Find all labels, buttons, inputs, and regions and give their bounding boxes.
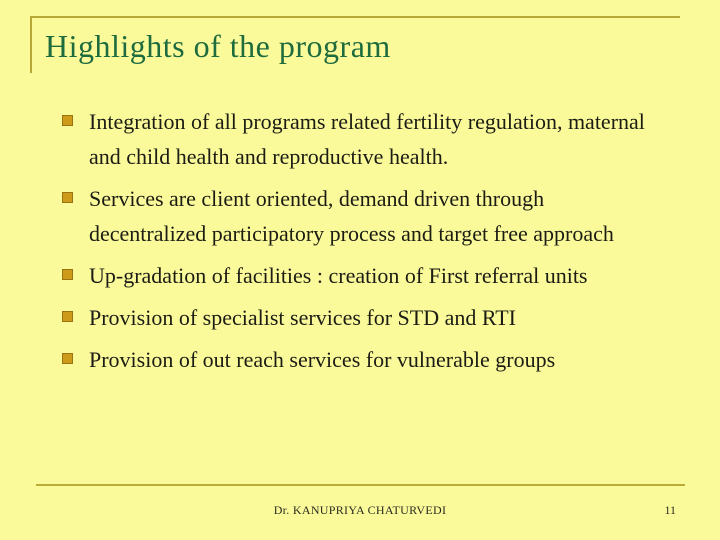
bullet-text: Provision of out reach services for vulnerable groups: [89, 347, 556, 372]
bullet-text: Services are client oriented, demand driven through decentralized participatory process and target free approach: [89, 186, 614, 246]
bullet-text: Provision of specialist services for STD and RTI: [89, 305, 516, 330]
footer-author: Dr. KANUPRIYA CHATURVEDI: [273, 503, 447, 517]
bullet-list: [62, 104, 656, 384]
footer-divider: [36, 484, 685, 486]
title-frame: [30, 16, 680, 73]
page-number: 11: [664, 503, 676, 517]
bullet-item: [62, 181, 656, 251]
bullet-text: Integration of all programs related fertility regulation, maternal and child health and reproductive health.: [89, 109, 645, 169]
bullet-square-icon: [62, 192, 73, 203]
bullet-square-icon: [62, 311, 73, 322]
slide-title: Highlights of the program: [45, 28, 391, 64]
bullet-item: [62, 258, 656, 293]
bullet-item: [62, 300, 656, 335]
bullet-item: [62, 342, 656, 377]
bullet-text: Up-gradation of facilities : creation of First referral units: [89, 263, 588, 288]
bullet-square-icon: [62, 115, 73, 126]
bullet-item: [62, 104, 656, 174]
bullet-square-icon: [62, 269, 73, 280]
bullet-square-icon: [62, 353, 73, 364]
